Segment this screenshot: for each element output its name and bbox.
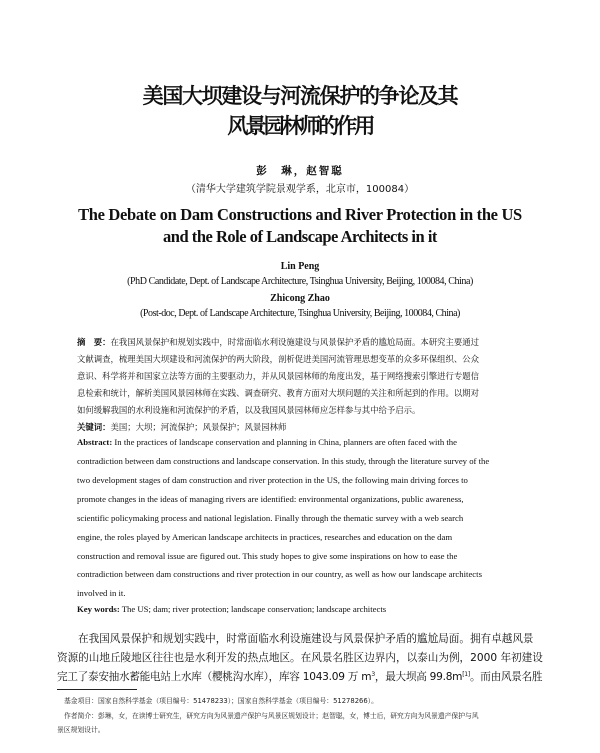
body-paragraph-line: 资源的山地丘陵地区往往也是水利开发的热点地区。在风景名胜区边界内，以泰山为例，2000 年初建设	[57, 652, 543, 664]
english-abstract-line: involved in it.	[77, 588, 126, 598]
body-paragraph-line: 在我国风景保护和规划实践中，时常面临水利设施建设与风景保护矛盾的尴尬局面。拥有卓越风景	[78, 633, 534, 645]
body-paragraph-line: 完工了泰安抽水蓄能电站上水库（樱桃沟水库），库容 1043.09 万 $m^3$，最大坝高 99.8m[1]。而由风景名胜	[57, 671, 543, 683]
chinese-abstract-line: 摘 要：在我国风景保护和规划实践中，时常面临水利设施建设与风景保护矛盾的尴尬局面。本研究主要通过	[77, 337, 479, 347]
chinese-title-line-2: 风景园林师的作用	[227, 114, 373, 138]
chinese-keywords-label: 关键词：	[77, 422, 111, 432]
english-keywords: Key words: The US; dam; river protection; landscape conservation; landscape architects	[77, 604, 387, 614]
english-abstract-line: construction and removal issue are figured out. This study hopes to give some inspirations on how to ease the	[77, 551, 458, 561]
chinese-abstract-line: 文献调查，梳理美国大坝建设和河流保护的两大阶段，剖析促进美国河流管理思想变革的众多环保组织、公众	[77, 354, 479, 364]
english-abstract-line: contradiction between dam constructions and river protection in our country, as well as how our landscape architects	[77, 569, 482, 579]
author-1-affiliation: (PhD Candidate, Dept. of Landscape Architecture, Tsinghua University, Beijing, 100084, China)	[127, 276, 473, 287]
english-abstract-label: Abstract:	[77, 437, 113, 447]
chinese-affiliation: （清华大学建筑学院景观学系，北京市，100084）	[185, 184, 415, 195]
english-title-line-2: and the Role of Landscape Architects in it	[163, 227, 437, 246]
chinese-abstract-label: 摘 要：	[77, 337, 111, 347]
english-abstract-line: Abstract: In the practices of landscape conservation and planning in China, planners are often faced with the	[77, 437, 457, 447]
author-1-name: Lin Peng	[280, 261, 320, 272]
chinese-keywords: 关键词：美国；大坝；河流保护；风景保护；风景园林师	[77, 422, 287, 432]
english-abstract-line: promote changes in the ideas of managing rivers are identified: environmental organizations, public awareness,	[77, 494, 464, 504]
chinese-abstract-line: 息检索和统计，解析美国风景园林师在实践、调查研究、教育方面对大坝问题的关注和所起到的作用。以期对	[77, 388, 479, 398]
english-abstract-line: scientific policymaking process and national legislation. Finally through the thematic survey with a web search	[77, 513, 464, 523]
footnote-author-info-continued: 景区规划设计。	[57, 726, 105, 734]
chinese-title-line-1: 美国大坝建设与河流保护的争论及其	[142, 84, 458, 108]
footnote-author-info: 作者简介：彭琳，女，在读博士研究生，研究方向为风景遗产保护与风景区规划设计；赵智聪，女，博士后，研究方向为风景遗产保护与风	[64, 712, 479, 720]
chinese-abstract-line: 意识、科学将并和国家立法等方面的主要驱动力，并从风景园林师的角度出发，基于网络搜索引擎进行专题信	[77, 371, 479, 381]
author-2-name: Zhicong Zhao	[270, 293, 330, 304]
english-abstract-line: contradiction between dam constructions and landscape conservation. In this study, through the literature survey of the	[77, 456, 490, 466]
footnote-divider	[57, 689, 137, 690]
author-2-affiliation: (Post-doc, Dept. of Landscape Architecture, Tsinghua University, Beijing, 100084, China)	[140, 308, 460, 319]
chinese-authors: 彭 琳，赵智聪	[256, 165, 344, 177]
english-abstract-line: two development stages of dam construction and river protection in the US, the following main driving forces to	[77, 475, 468, 485]
english-abstract-line: engine, the roles played by American landscape architects in practices, researches and education on the dam	[77, 532, 453, 542]
english-keywords-label: Key words:	[77, 604, 120, 614]
chinese-abstract-line: 如何缓解我国的水利设施和河流保护的矛盾，以及我国风景园林师应怎样参与其中给予启示。	[77, 405, 421, 415]
footnote-fund: 基金项目：国家自然科学基金（项目编号：51478233）；国家自然科学基金（项目编号：51278266）。	[64, 697, 378, 705]
english-title-line-1: The Debate on Dam Constructions and River Protection in the US	[78, 205, 522, 224]
